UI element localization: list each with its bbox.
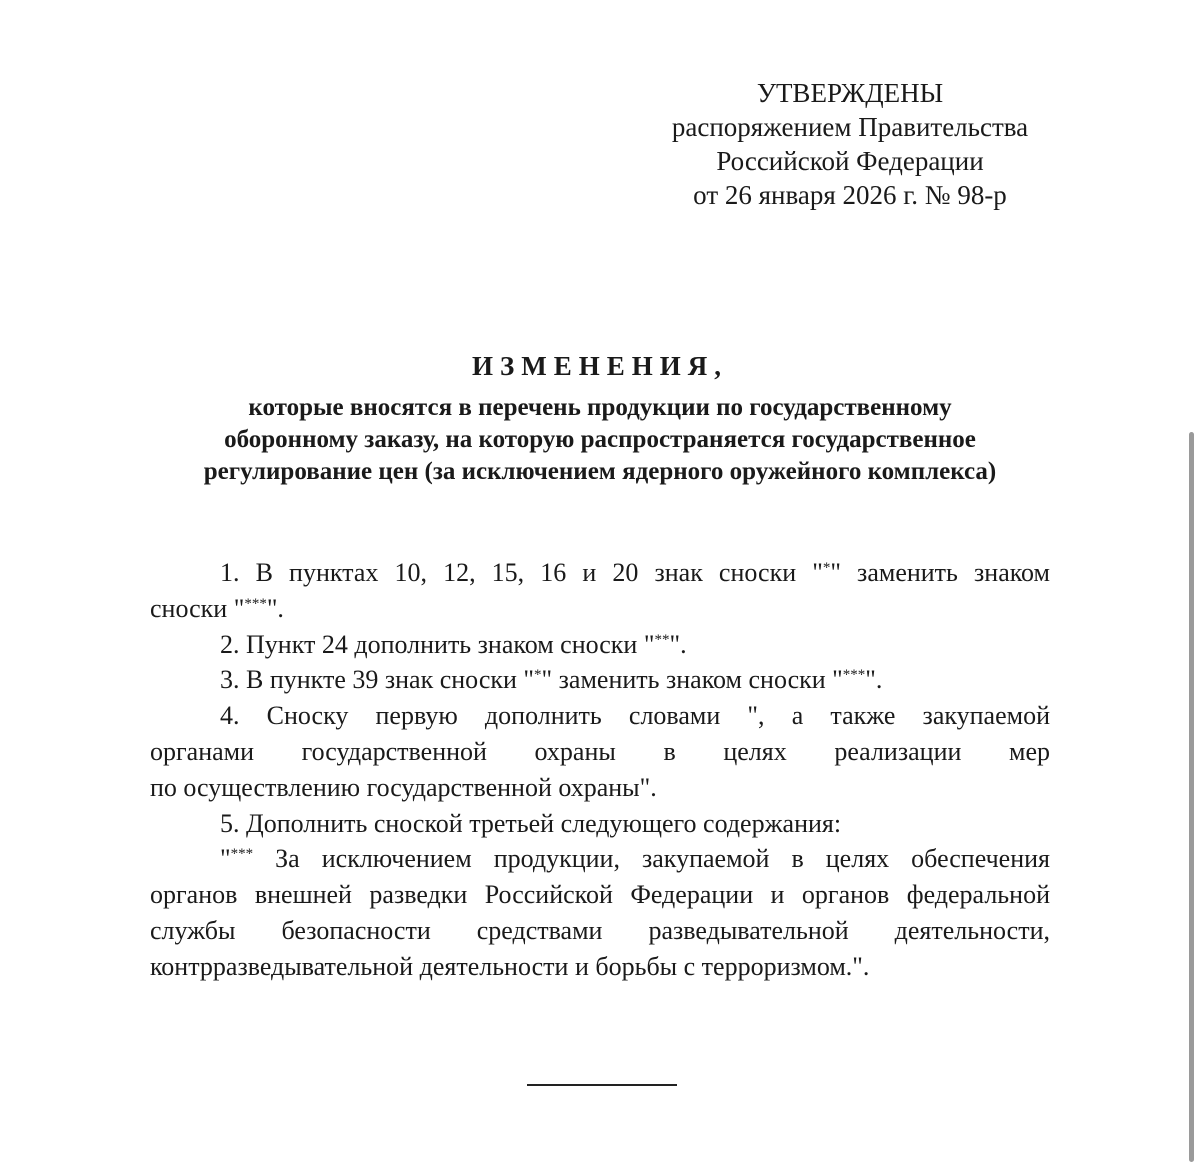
approval-stamp — [620, 76, 1080, 212]
footnote-mark: ** — [654, 631, 670, 648]
footnote-line-3: службы безопасности средствами разведывательной деятельности, — [150, 915, 1050, 945]
document-heading: ИЗМЕНЕНИЯ, — [471, 351, 728, 381]
item-1-line-1: 1. В пунктах 10, 12, 15, 16 и 20 знак сноски "*" заменить знаком — [220, 558, 1050, 587]
footnote-mark: * — [534, 667, 542, 684]
footnote-mark: *** — [842, 667, 866, 684]
approval-date-number: от 26 января 2026 г. № 98-р — [693, 180, 1007, 210]
footnote-mark: *** — [230, 846, 254, 863]
footnote-line-2: органов внешней разведки Российской Федерации и органов федеральной — [150, 880, 1050, 910]
approval-country: Российской Федерации — [716, 146, 984, 176]
end-divider — [527, 1084, 677, 1086]
item-4-line-2: органами государственной охраны в целях реализации мер — [150, 736, 1050, 766]
item-4 — [150, 698, 1050, 805]
item-5 — [150, 806, 1050, 842]
approval-authority: распоряжением Правительства — [671, 112, 1029, 142]
item-3-line-1: 3. В пункте 39 знак сноски "*" заменить знаком сноски "***". — [220, 665, 883, 695]
item-1 — [150, 555, 1050, 627]
footnote-mark: * — [822, 560, 831, 576]
item-1-line-2: сноски "***". — [150, 593, 284, 623]
scrollbar-thumb[interactable] — [1189, 432, 1194, 1162]
item-4-line-1: 4. Сноску первую дополнить словами ", а также закупаемой — [220, 701, 1050, 731]
subtitle-line: оборонному заказу, на которую распространяется государственное — [224, 426, 976, 453]
item-3 — [150, 662, 1050, 698]
footnote-three-text — [150, 841, 1050, 984]
footnote-line-4: контрразведывательной деятельности и борьбы с терроризмом.". — [150, 951, 870, 981]
item-4-line-3: по осуществлению государственной охраны". — [150, 772, 657, 802]
document-subtitle — [140, 392, 1060, 488]
document-body — [150, 555, 1050, 985]
item-2 — [150, 627, 1050, 663]
footnote-line-1: "*** За исключением продукции, закупаемой в целях обеспечения — [220, 844, 1050, 874]
footnote-mark: *** — [244, 595, 267, 612]
item-5-line-1: 5. Дополнить сноской третьей следующего содержания: — [220, 808, 842, 838]
item-2-line-1: 2. Пункт 24 дополнить знаком сноски "**". — [220, 629, 687, 659]
subtitle-line: которые вносятся в перечень продукции по государственному — [248, 394, 952, 421]
approval-title: УТВЕРЖДЕНЫ — [756, 78, 944, 108]
subtitle-line: регулирование цен (за исключением ядерного оружейного комплекса) — [203, 458, 997, 485]
